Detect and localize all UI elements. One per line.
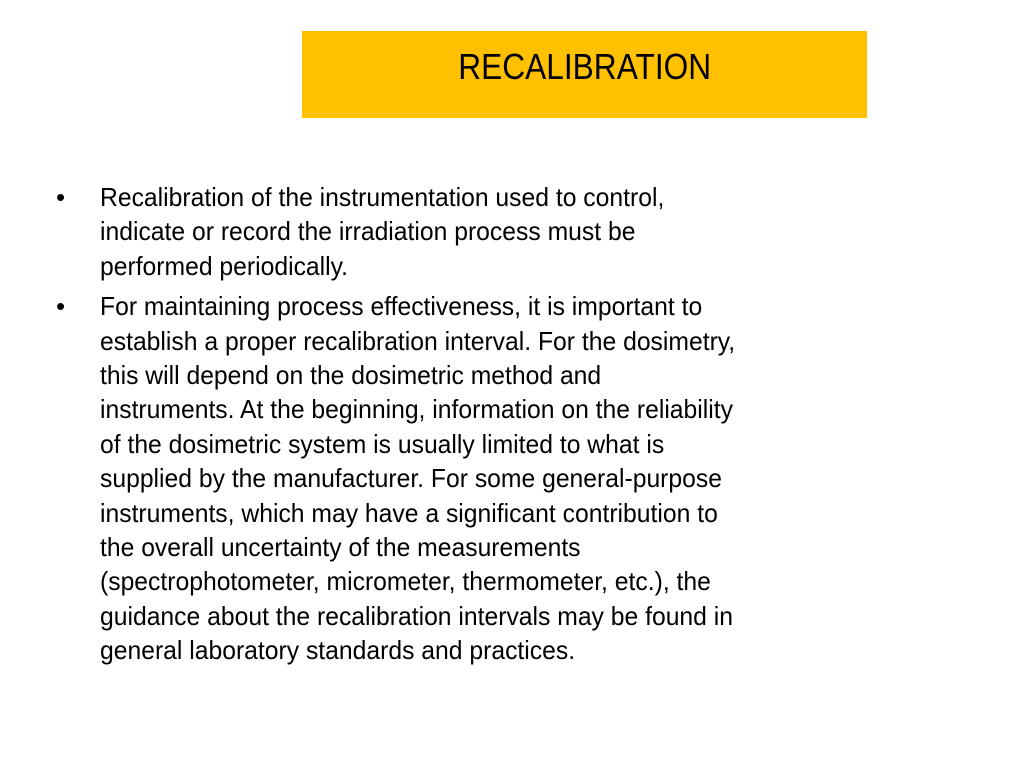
bullet-text-line: For maintaining process effectiveness, it is important to [100, 291, 703, 322]
slide-title: RECALIBRATION [458, 45, 711, 87]
bullet-text-line: supplied by the manufacturer. For some general-purpose [100, 463, 722, 494]
bullet-item-recalibration [56, 180, 976, 283]
bullet-text-line: indicate or record the irradiation process must be [100, 216, 636, 247]
bullet-marker: • [56, 182, 66, 212]
bullet-item-interval [56, 289, 976, 667]
bullet-text-line: Recalibration of the instrumentation used to control, [100, 182, 665, 212]
bullet-text-line: of the dosimetric system is usually limited to what is [100, 428, 665, 459]
bullet-text-line: this will depend on the dosimetric method and [100, 360, 602, 391]
bullet-list [56, 180, 976, 674]
bullet-text-line: guidance about the recalibration intervals may be found in [100, 600, 734, 631]
bullet-text-line: performed periodically. [100, 250, 349, 281]
bullet-marker: • [56, 291, 66, 322]
title-banner [302, 31, 867, 118]
bullet-text-line: general laboratory standards and practices. [100, 635, 576, 666]
bullet-text-line: instruments. At the beginning, information on the reliability [100, 394, 733, 425]
bullet-text-line: the overall uncertainty of the measurements [100, 532, 581, 563]
bullet-text-line: establish a proper recalibration interval. For the dosimetry, [100, 325, 736, 356]
bullet-text-line: (spectrophotometer, micrometer, thermometer, etc.), the [100, 566, 711, 597]
bullet-text-line: instruments, which may have a significant contribution to [100, 497, 718, 528]
